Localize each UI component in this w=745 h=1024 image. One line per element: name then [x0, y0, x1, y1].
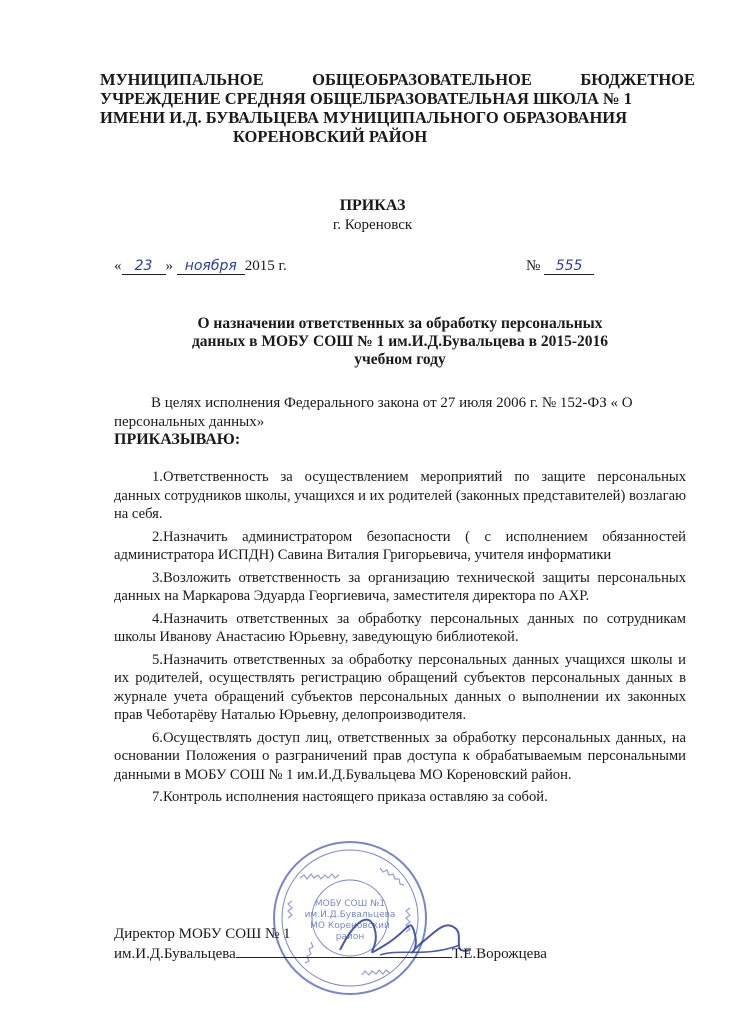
document-city: г. Кореновск: [332, 217, 413, 233]
order-item-2: 2.Назначить администратором безопасности ( с исполнением обязанностей администратора ИСПДН) Савина Виталия Григорьевича, учителя информатики: [114, 528, 686, 563]
order-item-4: 4.Назначить ответственных за обработку персональных данных по сотрудникам школы Иванову Анастасию Юрьевну, заведующую библиотекой.: [114, 610, 686, 645]
stamp-center-line-1: МОБУ СОШ №1: [314, 899, 386, 909]
subject-line-3: учебном году: [354, 351, 446, 368]
signature-position: Директор МОБУ СОШ № 1: [114, 926, 291, 942]
document-number: [526, 258, 594, 275]
stamp-center-line-2: им.И.Д.Бувальцева: [304, 910, 396, 920]
intro-paragraph: [114, 394, 686, 432]
order-item-6: 6.Осуществлять доступ лиц, ответственных за обработку персональных данных, на основании Положения о разграничений прав доступа к обрабатываемым персональными данными в МОБУ СОШ № 1 им.И.Д.Бувальцева МО Кореновский район.: [114, 729, 686, 783]
header-line-3: ИМЕНИ И.Д. БУВАЛЬЦЕВА МУНИЦИПАЛЬНОГО ОБРАЗОВАНИЯ: [100, 108, 628, 127]
date-open-quote: «: [114, 258, 122, 274]
date-year: 2015 г.: [244, 258, 287, 274]
number-label: №: [526, 258, 541, 274]
date-close-quote: »: [165, 258, 173, 274]
school-header: [100, 70, 695, 146]
stamp-center-line-3: МО Кореновский: [310, 921, 390, 931]
stamp-center-line-4: район: [335, 932, 365, 942]
signature-position-cont: им.И.Д.Бувальцева: [114, 945, 236, 962]
subject-line-2: данных в МОБУ СОШ № 1 им.И.Д.Бувальцева в 2015-2016: [191, 333, 609, 350]
subject-line-1: О назначении ответственных за обработку персональных: [197, 315, 603, 332]
header-line-4: КОРЕНОВСКИЙ РАЙОН: [233, 127, 428, 146]
date-month: ноября: [177, 258, 245, 275]
intro-text: В целях исполнения Федерального закона от 27 июля 2006 г. № 152-ФЗ « О персональных данных»: [114, 395, 633, 430]
header-line-2: УЧРЕЖДЕНИЕ СРЕДНЯЯ ОБЩЕЛБРАЗОВАТЕЛЬНАЯ ШКОЛА № 1: [100, 89, 632, 108]
order-word: ПРИКАЗЫВАЮ:: [114, 431, 241, 448]
header-line-1: МУНИЦИПАЛЬНОЕ ОБЩЕОБРАЗОВАТЕЛЬНОЕ БЮДЖЕТНОЕ: [100, 70, 695, 89]
document-title: ПРИКАЗ: [339, 197, 406, 214]
order-item-3: 3.Возложить ответственность за организацию технической защиты персональных данных на Маркарова Эдуарда Георгиевича, заместителя директора по АХР.: [114, 569, 686, 604]
date-day: 23: [122, 258, 166, 275]
signature-name: Т.Е.Ворожцева: [451, 945, 547, 962]
number-value: 555: [544, 258, 594, 275]
order-item-5: 5.Назначить ответственных за обработку персональных данных учащихся школы и их родителей, осуществлять регистрацию обращений субъектов персональных данных в журнале учета обращений субъектов персональных данных о выполнении их законных прав Чеботарёву Наталью Юрьевну, делопроизводителя.: [114, 651, 686, 723]
order-item-7: 7.Контроль исполнения настоящего приказа оставляю за собой.: [152, 789, 548, 805]
document-date: [114, 258, 287, 275]
order-item-1: 1.Ответственность за осуществлением мероприятий по защите персональных данных сотрудников школы, учащихся и их родителей (законных представителей) возлагаю на себя.: [114, 469, 686, 522]
order-items: [114, 468, 686, 811]
document-subject: [150, 315, 650, 369]
signature-block: [114, 925, 584, 963]
signature-line: [236, 944, 452, 958]
